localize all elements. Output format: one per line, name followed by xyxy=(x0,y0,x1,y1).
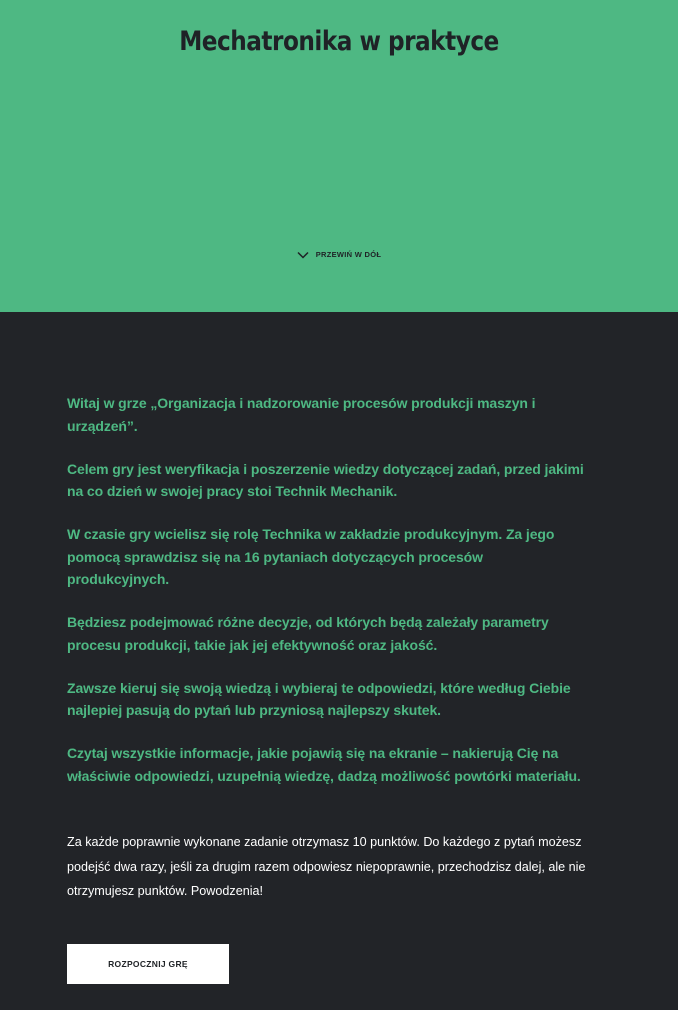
scoring-note: Za każde poprawnie wykonane zadanie otrzymasz 10 punktów. Do każdego z pytań możesz podejść dwa razy, jeśli za drugim razem odpowiesz niepoprawnie, przechodzisz dalej, ale nie otrzymujesz punktów. Powodzenia! xyxy=(67,835,586,898)
page-title: Mechatronika w praktyce xyxy=(179,26,499,57)
game-intro-section xyxy=(0,312,678,1010)
scroll-down-link[interactable] xyxy=(0,250,678,260)
start-game-button[interactable]: ROZPOCZNIJ GRĘ xyxy=(67,944,229,984)
intro-paragraph-knowledge: Zawsze kieruj się swoją wiedzą i wybieraj te odpowiedzi, które według Ciebie najlepiej pasują do pytań lub przyniosą najlepszy skutek. xyxy=(67,679,571,718)
hero-banner xyxy=(0,0,678,312)
intro-text xyxy=(67,392,587,808)
intro-paragraph-role: W czasie gry wcielisz się rolę Technika w zakładzie produkcyjnym. Za jego pomocą sprawdzisz się na 16 pytaniach dotyczących procesów produkcyjnych. xyxy=(67,526,555,587)
intro-paragraph-decisions: Będziesz podejmować różne decyzje, od których będą zależały parametry procesu produkcji, takie jak jej efektywność oraz jakość. xyxy=(67,614,549,653)
chevron-down-icon xyxy=(297,251,309,259)
intro-paragraph-welcome: Witaj w grze „Organizacja i nadzorowanie procesów produkcji maszyn i urządzeń”. xyxy=(67,395,536,434)
intro-paragraph-information: Czytaj wszystkie informacje, jakie pojawią się na ekranie – nakierują Cię na właściwie odpowiedzi, uzupełnią wiedzę, dadzą możliwość powtórki materiału. xyxy=(67,745,581,784)
intro-paragraph-goal: Celem gry jest weryfikacja i poszerzenie wiedzy dotyczącej zadań, przed jakimi na co dzień w swojej pracy stoi Technik Mechanik. xyxy=(67,460,584,499)
scroll-down-label: PRZEWIŃ W DÓŁ xyxy=(315,250,382,259)
